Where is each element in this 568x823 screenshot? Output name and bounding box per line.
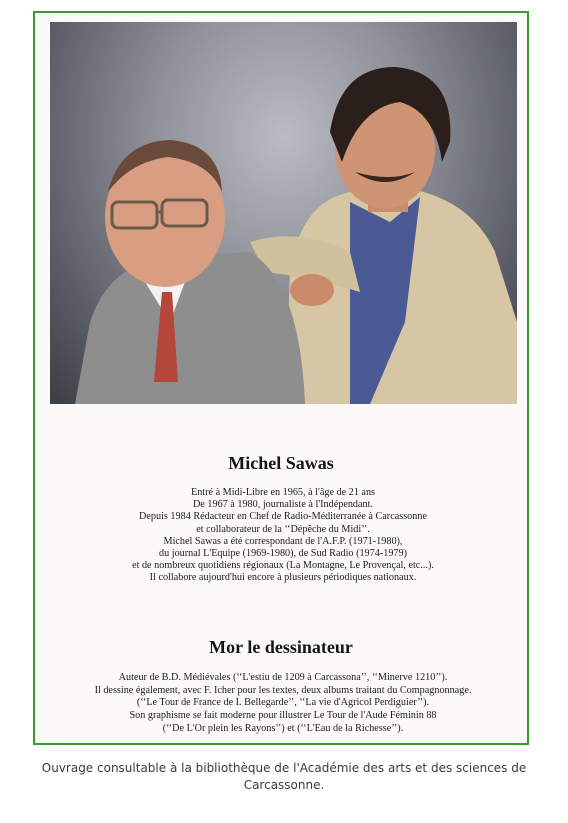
portrait-photo: [50, 22, 517, 404]
bio-line: et collaborateur de la ‘‘Dépêche du Midi’’.: [196, 523, 370, 535]
bio-line: Il collabore aujourd'hui encore à plusieurs périodiques nationaux.: [149, 572, 417, 584]
bio-line: (‘‘De L'Or plein les Rayons’’) et (‘‘L'Eau de la Richesse’’).: [162, 722, 404, 734]
bio-mor: [45, 672, 521, 736]
bio-line: du journal L'Equipe (1969-1980), de Sud Radio (1974-1979): [159, 548, 407, 560]
bio-line: Entré à Midi-Libre en 1965, à l'âge de 21 ans: [190, 487, 376, 498]
bio-line: Depuis 1984 Rédacteur en Chef de Radio-Méditerranée à Carcassonne: [139, 511, 427, 523]
bio-michel-sawas: [45, 487, 521, 585]
name-mor: Mor le dessinateur: [209, 637, 353, 657]
document-page: [33, 11, 529, 745]
bio-line: (‘‘Le Tour de France de I. Bellegarde’’, ‘‘La vie d'Agricol Perdiguier’’).: [136, 697, 430, 709]
bio-line: Il dessine également, avec F. Icher pour les textes, deux albums traitant du Compagnonnage.: [94, 684, 472, 696]
name-michel-sawas: Michel Sawas: [228, 453, 334, 473]
bio-line: Son graphisme se fait moderne pour illustrer Le Tour de l'Aude Féminin 88: [129, 710, 437, 722]
portrait-illustration: [50, 22, 517, 404]
bio-line: et de nombreux quotidiens régionaux (La Montagne, Le Provençal, etc...).: [132, 560, 434, 572]
bio-line: De 1967 à 1980, journaliste à l'Indépendant.: [192, 499, 374, 511]
bio-line: Auteur de B.D. Médiévales (‘‘L'estiu de 1209 à Carcassona’’, ‘‘Minerve 1210’’).: [118, 672, 448, 683]
bio-line: Michel Sawas a été correspondant de l'A.F.P. (1971-1980),: [163, 535, 403, 547]
image-caption: Ouvrage consultable à la bibliothèque de l'Académie des arts et des sciences de Carcassonne.: [41, 761, 527, 792]
